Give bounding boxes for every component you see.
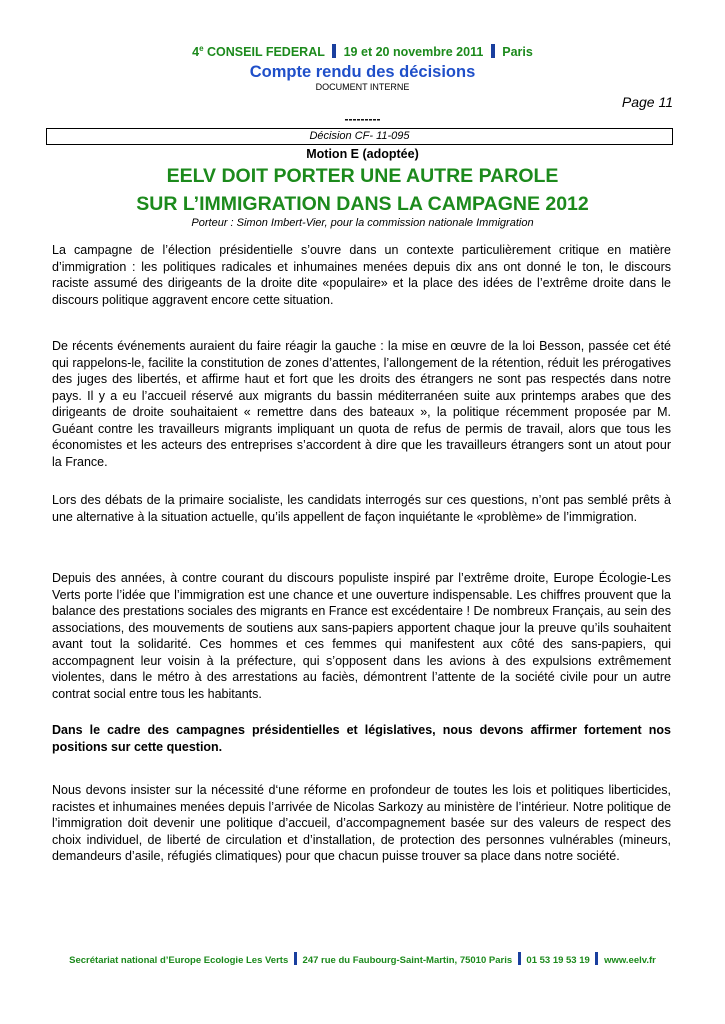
paragraph-5-emphasis: Dans le cadre des campagnes présidentielles et législatives, nous devons affirmer fortement nos positions sur cette question. [52,723,671,754]
paragraph-6: Nous devons insister sur la nécessité d‘une réforme en profondeur de toutes les lois et politiques liberticides, racistes et inhumaines menées depuis l’arrivée de Nicolas Sarkozy au ministère de l’intérieur. Notre politique de l’immigration doit devenir une politique d’accueil, d’accompagnement basée sur des valeurs de respect des choix individuel, de liberté de circulation et d’installation, de protection des personnes vulnérables (mineurs, demandeurs d’asile, réfugiés climatiques) pour que chacun puisse trouver sa place dans notre société. [52,783,671,863]
dash-separator: --------- [344,112,381,126]
document-type: DOCUMENT INTERNE [315,82,410,92]
conference-header [0,44,725,59]
paragraph-2: De récents événements auraient du faire réagir la gauche : la mise en œuvre de la loi Besson, passée cet été qui rappelons-le, facilite la constitution de zones d’attentes, l’allongement de la rétention, réduit les prérogatives des juges des libertés, et affirme haut et fort que les droits des étrangers ne sont pas respectés dans notre pays. Il y a eu l’accueil réservé aux migrants du bassin méditerranéen suite aux printemps arabes que des dirigeants de droite souhaitaient « remettre dans des bateaux », la politique récemment proposée par M. Guéant contre les travailleurs migrants impliquant un quota de refus de permis de travail, alors que tous les économistes et les acteurs des entreprises s’accordent à dire que les travailleurs étrangers sont un atout pour la France. [52,339,671,469]
conseil-ordinal: e [199,44,204,53]
conference-city: Paris [502,45,533,60]
motion-porteur: Porteur : Simon Imbert-Vier, pour la commission nationale Immigration [191,217,534,229]
separator-bar [595,952,598,965]
document-subtitle: Compte rendu des décisions [249,63,476,81]
footer-address: 247 rue du Faubourg-Saint-Martin, 75010 Paris [302,955,513,966]
separator-bar [491,44,495,58]
paragraph-3: Lors des débats de la primaire socialiste, les candidats interrogés sur ces questions, n’ont pas semblé prêts à une alternative à la situation actuelle, qu’ils appellent de façon inquiétante le «problème» de l’immigration. [52,493,671,524]
paragraph-1: La campagne de l’élection présidentielle s’ouvre dans un contexte particulièrement critique en matière d’immigration : les politiques radicales et inhumaines menées depuis dix ans ont donné le ton, le discours raciste assumé des dirigeants de la droite dite «populaire» et la place des idées de l’extrême droite dans le discours politique aggravent encore cette situation. [52,243,671,307]
footer-website-link[interactable]: www.eelv.fr [604,955,656,966]
conseil-number: 4 [192,45,200,60]
motion-label: Motion E (adoptée) [306,147,419,161]
separator-bar [332,44,336,58]
conference-dates: 19 et 20 novembre 2011 [343,45,484,60]
footer-organization: Secrétariat national d’Europe Ecologie Les Verts [69,955,289,966]
footer-phone: 01 53 19 53 19 [526,955,590,966]
page-footer [0,952,725,966]
motion-title-line-2: SUR L’IMMIGRATION DANS LA CAMPAGNE 2012 [136,193,589,215]
motion-title-line-1: EELV DOIT PORTER UNE AUTRE PAROLE [166,165,559,187]
paragraph-4: Depuis des années, à contre courant du discours populiste inspiré par l’extrême droite, Europe Écologie-Les Verts porte l’idée que l’immigration est une chance et une ouverture indispensable. Les chiffres prouvent que la balance des prestations sociales des migrants en France est excédentaire ! De nombreux Français, au sein des associations, des mouvements de soutiens aux sans-papiers apportent chaque jour la preuve qu’ils souhaitent avant tout la solidarité. Ces hommes et ces femmes qui manifestent aux côté des sans-papiers, qui accompagnent leur voisin à la préfecture, qui s’opposent dans les avions à des expulsions extrêmement violentes, dans le métro à des arrestations au faciès, démontrent l’attente de la société civile pour un autre contrat social entre tous les habitants. [52,571,671,701]
separator-bar [294,952,297,965]
conseil-label: CONSEIL FEDERAL [203,45,325,60]
decision-reference: Décision CF- 11-095 [46,128,673,145]
page-number: Page 11 [621,94,673,110]
separator-bar [518,952,521,965]
